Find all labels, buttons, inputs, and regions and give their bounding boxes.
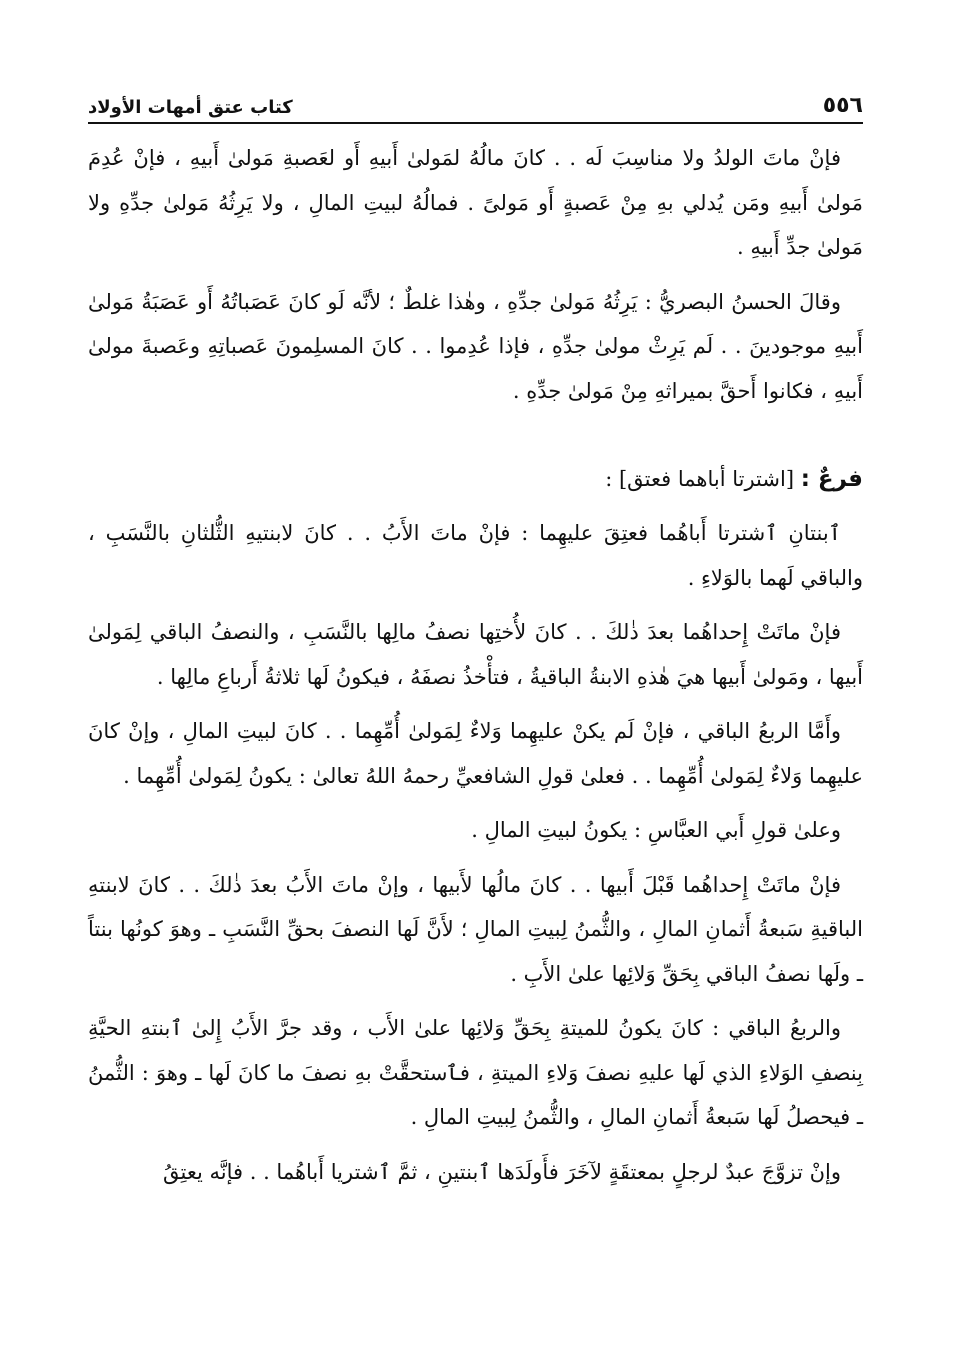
section-label: فرعٌ : [800,466,863,492]
paragraph: وعلىٰ قولِ أَبي العبَّاسِ : يكونُ لبيتِ المالِ . [471,818,841,842]
paragraph: وقالَ الحسنُ البصريُّ : يَرِثُهُ مَولىٰ جدِّهِ ، وهٰذا غلطٌ ؛ لأنَّه لَو كانَ عَصَباتُهُ أَو عَصَبَةُ مَولىٰ أَبيهِ موجودينَ . . لَم يَرِثْ مولىٰ جدِّهِ ، فإذا عُدِموا . . كانَ المسلِمونَ عَصباتِهِ وعَصبةَ مولىٰ أَبيهِ ، فكانوا أَحقَّ بميراثهِ مِنْ مَولىٰ جدِّهِ . [88,289,863,403]
paragraph: فإنْ ماتَتْ إِحداهُما قَبْلَ أَبيها . . كانَ مالُها لأَبيها ، وإنْ ماتَ الأَبُ بعدَ ذٰلكَ . . كانَ لابنتهِ الباقيةِ سَبعةُ أَثمانِ المالِ ، والثُّمنُ لِبيتِ المالِ ؛ لأَنَّ لَها النصفَ بحقِّ النَّسَبِ ـ وهوَ كونُها بنتاً ـ ولَها نصفُ الباقي بِحَقِّ وَلائِها علىٰ الأَبِ . [88,872,863,986]
page-header [88,78,863,124]
paragraph: ٱبنتانِ ٱشترتا أَباهُما فعتِقَ عليهِما : فإنْ ماتَ الأَبُ . . كانَ لابنتيهِ الثُّلثانِ بالنَّسَبِ ، والباقي لَهما بالوَلاءِ . [88,521,863,590]
paragraph: فإنْ ماتَتْ إِحداهُما بعدَ ذٰلكَ . . كانَ لأُختِها نصفُ مالِها بالنَّسَبِ ، والنصفُ الباقي لِمَولىٰ أَبيها ، ومَولىٰ أَبيها هيَ هٰذهِ الابنةُ الباقيةُ ، فتأْخذُ نصفَهُ ، فيكونُ لَها ثلاثةُ أَرباعِ مالِها . [88,620,863,689]
running-title: كتاب عتق أمهات الأولاد [88,97,293,118]
page-body [88,136,863,1204]
section-title: [اشترتا أباهما فعتق] : [605,467,795,491]
paragraph: وأَمَّا الربعُ الباقي ، فإنْ لَم يكنْ عليهِما وَلاءٌ لِمَولىٰ أُمِّهِما . . كانَ لبيتِ المالِ ، وإنْ كانَ عليهِما وَلاءٌ لِمَولىٰ أُمِّهِما . . فعلىٰ قولِ الشافعيِّ رحمهُ اللهُ تعالىٰ : يكونُ لِمَولىٰ أُمِّهِما . [88,719,863,788]
section-heading [88,457,863,501]
paragraph: وإنْ تزوَّجَ عبدٌ لرجلٍ بمعتقَةٍ لآخَرَ فأَولَدَها ٱبنتينِ ، ثمَّ ٱشتريا أَباهُما . . فإنَّه يعتِقُ [163,1159,841,1184]
paragraph: فإنْ ماتَ الولدُ ولا مناسِبَ لَه . . كانَ مالُهُ لمَولىٰ أَبيهِ أَو لعَصبةِ مَولىٰ أَبيهِ ، فإنْ عُدِمَ مَولىٰ أَبيهِ ومَن يُدلي بهِ مِنْ عَصبةٍ أَو مَولىً . فمالُهُ لبيتِ المالِ ، ولا يَرِثُهُ مَولىٰ جدِّهِ ولا مَولىٰ جدِّ أَبيهِ . [88,146,863,259]
page-number: ٥٥٦ [822,93,863,118]
paragraph: والربعُ الباقي : كانَ يكونُ للميتةِ بِحَقِّ وَلائِها علىٰ الأَب ، وقد جرَّ الأَبُ إِلىٰ ٱبنتهِ الحيَّةِ بِنصفِ الوَلاءِ الذي لَها عليهِ نصفَ وَلاءِ الميتةِ ، فٱستحقَّتْ بهِ نصفَ ما كانَ لَها ـ وهوَ : الثُّمنُ ـ فيحصلُ لَها سَبعةُ أَثمانِ المالِ ، والثُّمنُ لِبيتِ المالِ . [88,1016,863,1129]
